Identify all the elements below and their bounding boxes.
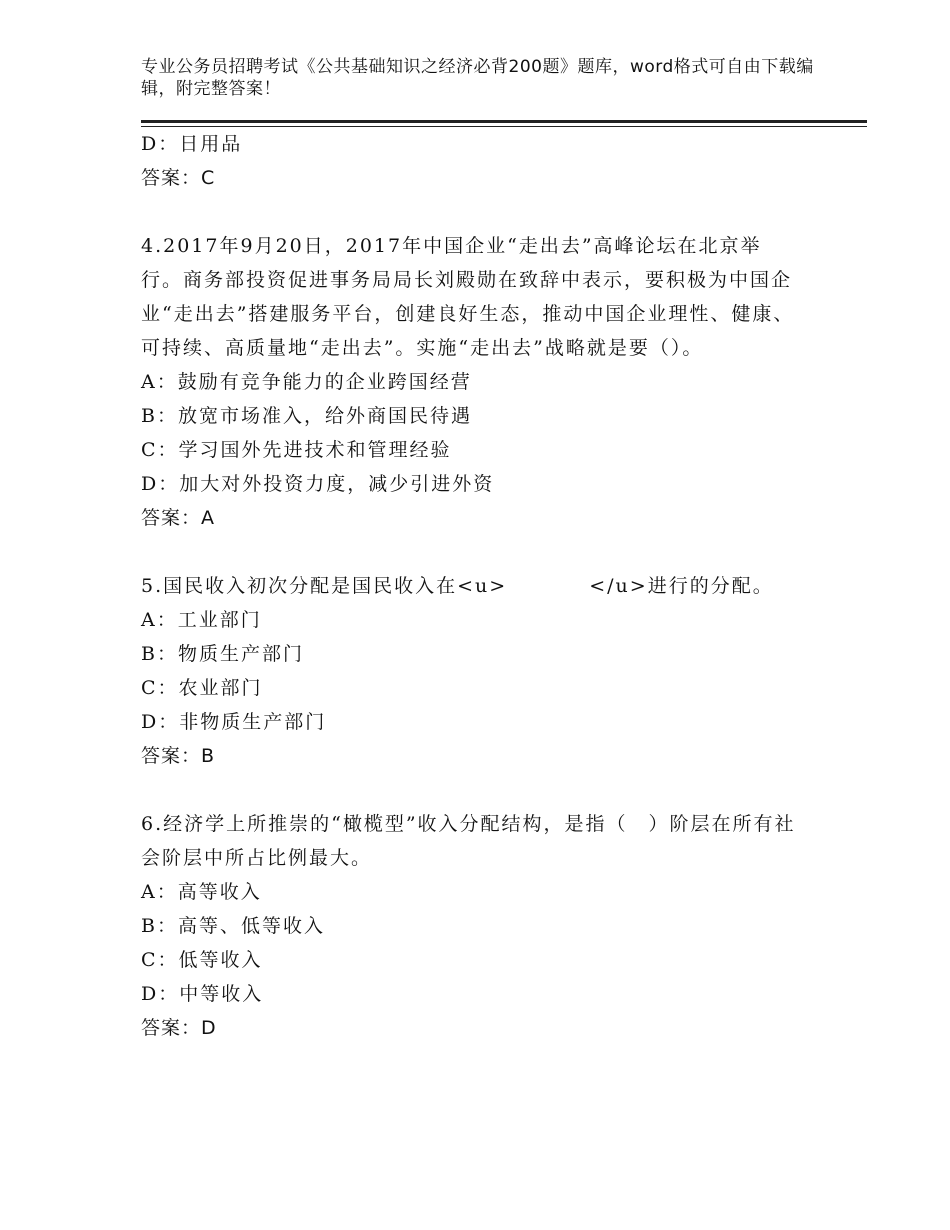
option-d: D：中等收入 [141, 983, 264, 1005]
question-stem [141, 569, 801, 603]
answer-line: 答案：C [141, 167, 216, 189]
option-c: C：学习国外先进技术和管理经验 [141, 439, 452, 461]
answer-line: 答案：B [141, 745, 216, 767]
question-stem: 4.2017年9月20日，2017年中国企业“走出去”高峰论坛在北京举行。商务部投资促进事务局局长刘殿勋在致辞中表示，要积极为中国企业“走出去”搭建服务平台，创建良好生态，推动中国企业理性、健康、可持续、高质量地“走出去”。实施“走出去”战略就是要（）。 [141, 235, 795, 359]
option-b: B：放宽市场准入，给外商国民待遇 [141, 405, 472, 427]
question-content [141, 127, 801, 1045]
header-rule-thick [141, 120, 867, 123]
spacer [141, 535, 801, 569]
option-d: D：非物质生产部门 [141, 711, 327, 733]
answer-line: 答案：A [141, 507, 215, 529]
spacer [141, 195, 801, 229]
option-c: C：农业部门 [141, 677, 263, 699]
stem-after-blank: </u>进行的分配。 [589, 575, 774, 597]
option-b: B：物质生产部门 [141, 643, 304, 665]
option-a: A：鼓励有竞争能力的企业跨国经营 [141, 371, 472, 393]
stem-before-blank: 5.国民收入初次分配是国民收入在<u> [141, 575, 508, 597]
option-d: D：加大对外投资力度，减少引进外资 [141, 473, 495, 495]
option-a: A：工业部门 [141, 609, 262, 631]
question-stem: 6.经济学上所推崇的“橄榄型”收入分配结构，是指（ ）阶层在所有社会阶层中所占比例最大。 [141, 813, 796, 869]
page-header: 专业公务员招聘考试《公共基础知识之经济必背200题》题库，word格式可自由下载编辑，附完整答案！ [141, 57, 814, 99]
answer-line: 答案：D [141, 1017, 217, 1039]
option-c: C：低等收入 [141, 949, 263, 971]
option-a: A：高等收入 [141, 881, 262, 903]
option-d: D：日用品 [141, 133, 243, 155]
option-b: B：高等、低等收入 [141, 915, 325, 937]
spacer [141, 773, 801, 807]
